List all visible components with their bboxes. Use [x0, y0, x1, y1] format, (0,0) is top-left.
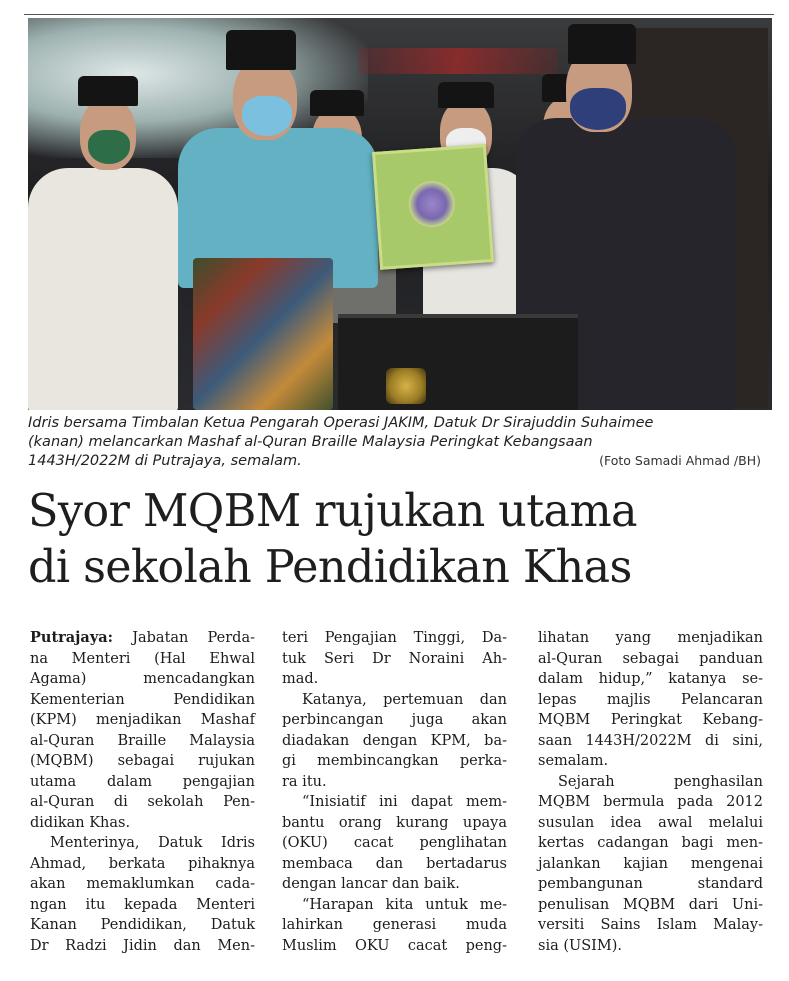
article-line: lepas majlis Pelancaran [538, 691, 763, 708]
article-line: susulan idea awal melalui [538, 814, 763, 831]
article-line: gi membincangkan perka- [282, 753, 507, 769]
article-line: MQBM Peringkat Kebang- [538, 712, 763, 728]
article-line: Kementerian Pendidikan [30, 691, 255, 708]
podium [338, 318, 578, 410]
article-line: al-Quran Braille Malaysia [30, 732, 255, 749]
article-line: (MQBM) sebagai rujukan [30, 753, 255, 769]
article-line: tuk Seri Dr Noraini Ah- [282, 650, 507, 667]
article-line: teri Pengajian Tinggi, Da- [282, 630, 507, 646]
article-line: akan memaklumkan cada- [30, 876, 255, 892]
article-line: saan 1443H/2022M di sini, [538, 732, 763, 749]
headline [28, 484, 768, 596]
article-column-2 [282, 628, 507, 956]
article-line: utama dalam pengajian [30, 773, 255, 790]
article-line: Dr Radzi Jidin dan Men- [30, 937, 255, 954]
article-column-1 [30, 628, 255, 956]
article-line: dengan lancar dan baik. [282, 876, 460, 892]
caption-line: 1443H/2022M di Putrajaya, semalam. [28, 453, 302, 469]
article-line: Kanan Pendidikan, Datuk [30, 917, 255, 933]
article-line: Ahmad, berkata pihaknya [30, 855, 255, 872]
article-line: bantu orang kurang upaya [282, 814, 507, 831]
article-line: lahirkan generasi muda [282, 917, 507, 933]
article-line: Putrajaya: Jabatan Perda- [30, 629, 256, 646]
headline-line: Syor MQBM rujukan utama [28, 486, 637, 537]
headline-line: di sekolah Pendidikan Khas [28, 542, 632, 593]
article-line: Muslim OKU cacat peng- [282, 937, 507, 954]
article-line: kertas cadangan bagi men- [538, 835, 763, 851]
article-line: na Menteri (Hal Ehwal [30, 650, 255, 667]
top-rule [24, 14, 774, 15]
article-line: lihatan yang menjadikan [538, 630, 763, 646]
article-line: “Inisiatif ini dapat mem- [302, 794, 507, 810]
news-photo [28, 18, 772, 410]
article-line: semalam. [538, 753, 609, 769]
caption-line: (kanan) melancarkan Mashaf al-Quran Braille Malaysia Peringkat Kebangsaan [28, 434, 593, 450]
article-line: Agama) mencadangkan [30, 671, 255, 687]
article-line: didikan Khas. [30, 814, 131, 831]
article-line: pembangunan standard [538, 876, 763, 892]
article-line: Menterinya, Datuk Idris [50, 835, 255, 851]
article-line: “Harapan kita untuk me- [302, 896, 507, 913]
article-line: dalam hidup,” katanya se- [538, 671, 763, 687]
article-line: al-Quran sebagai panduan [538, 650, 763, 667]
article-line: Sejarah penghasilan [558, 773, 763, 790]
article-column-3 [538, 628, 763, 956]
coat-of-arms-icon [386, 368, 426, 404]
article-line: ngan itu kepada Menteri [30, 896, 255, 913]
caption-line: Idris bersama Timbalan Ketua Pengarah Operasi JAKIM, Datuk Dr Sirajuddin Suhaimee [28, 415, 654, 431]
article-line: perbincangan juga akan [282, 712, 507, 728]
article-line: penulisan MQBM dari Uni- [538, 896, 763, 913]
braille-quran-book [372, 144, 494, 270]
dateline: Putrajaya: [30, 629, 113, 646]
article-line: membaca dan bertadarus [282, 855, 507, 872]
article-line: Katanya, pertemuan dan [302, 691, 507, 708]
article-line: ra itu. [282, 773, 327, 790]
article-line: MQBM bermula pada 2012 [538, 794, 763, 810]
article-line: (OKU) cacat penglihatan [282, 835, 507, 851]
article-line: versiti Sains Islam Malay- [538, 917, 763, 933]
photo-credit: (Foto Samadi Ahmad /BH) [599, 453, 761, 468]
article-line: diadakan dengan KPM, ba- [282, 732, 507, 749]
article-line: sia (USIM). [538, 937, 622, 954]
article-line: mad. [282, 671, 319, 687]
article-line: (KPM) menjadikan Mashaf [30, 712, 255, 728]
article-line: jalankan kajian mengenai [538, 855, 763, 872]
article-line: al-Quran di sekolah Pen- [30, 794, 255, 810]
